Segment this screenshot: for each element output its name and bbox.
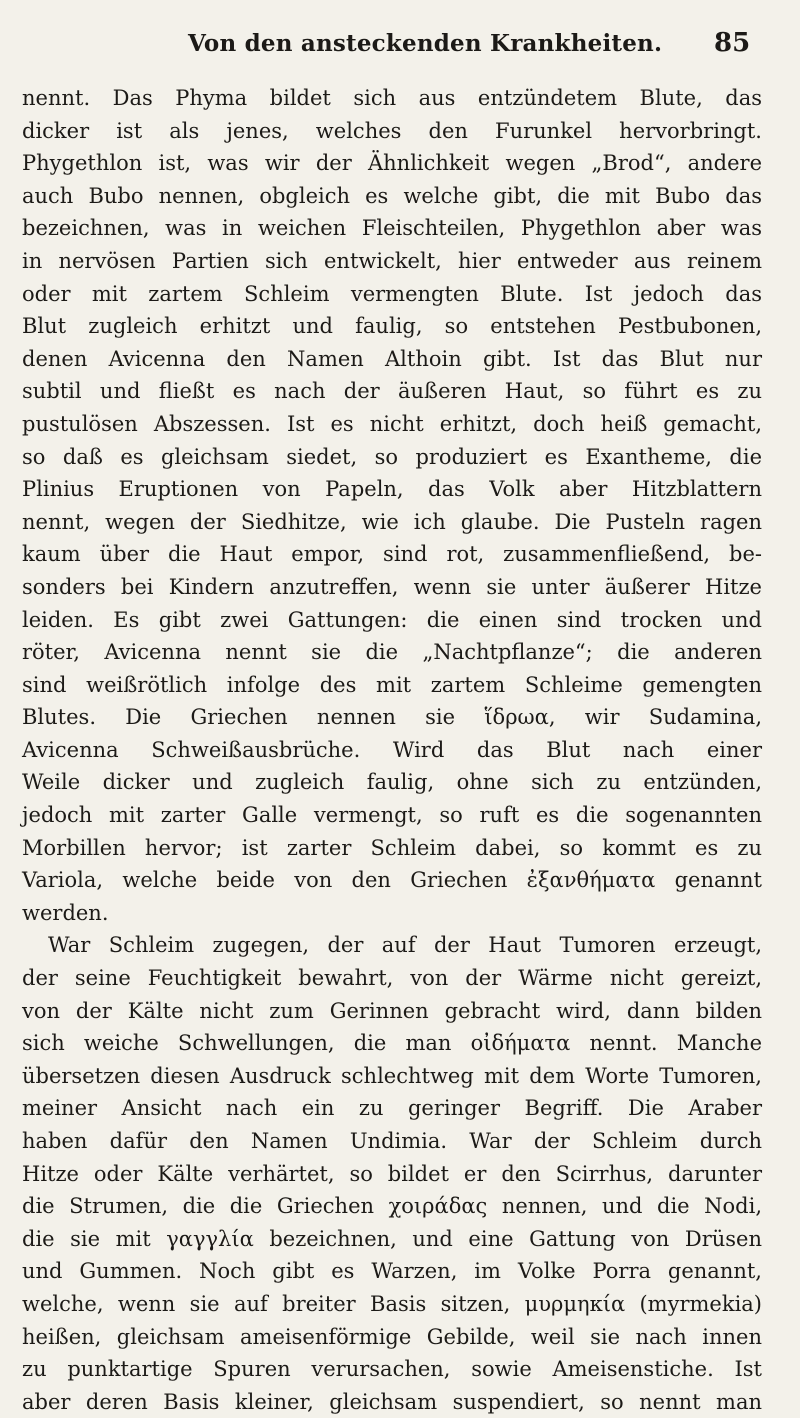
text-line: haben dafür den Namen Undimia. War der Schleim durch — [22, 1129, 762, 1153]
text-line: nennt, wegen der Siedhitze, wie ich glaube. Die Pusteln ragen — [22, 509, 762, 534]
body-text — [22, 82, 762, 1418]
text-line: meiner Ansicht nach ein zu geringer Begriff. Die Araber — [22, 1096, 762, 1121]
text-line: welche, wenn sie auf breiter Basis sitzen, μυρμηκία (myrmekia) — [22, 1291, 762, 1316]
text-line: die Strumen, die die Griechen χοιράδας nennen, und die Nodi, — [22, 1194, 762, 1219]
text-line: Weile dicker und zugleich faulig, ohne sich zu entzünden, — [22, 770, 762, 795]
text-line: Hitze oder Kälte verhärtet, so bildet er den Scirrhus, darunter — [22, 1161, 762, 1186]
text-line: Morbillen hervor; ist zarter Schleim dabei, so kommt es zu — [22, 835, 762, 860]
text-line: nennt. Das Phyma bildet sich aus entzündetem Blute, das — [22, 86, 762, 110]
text-line: Phygethlon ist, was wir der Ähnlichkeit wegen „Brod“, andere — [22, 151, 762, 176]
text-line: aber deren Basis kleiner, gleichsam suspendiert, so nennt man — [22, 1389, 762, 1414]
text-line: kaum über die Haut empor, sind rot, zusammenfließend, be- — [22, 542, 762, 567]
text-line: Variola, welche beide von den Griechen ἐξανθήματα genannt — [22, 868, 762, 893]
running-head — [0, 28, 800, 68]
text-line: sich weiche Schwellungen, die man οἰδήματα nennt. Manche — [22, 1031, 762, 1056]
text-line: so daß es gleichsam siedet, so produziert es Exantheme, die — [22, 444, 762, 469]
text-line: leiden. Es gibt zwei Gattungen: die einen sind trocken und — [22, 607, 762, 632]
text-line: die sie mit γαγγλία bezeichnen, und eine Gattung von Drüsen — [22, 1226, 762, 1251]
text-line: werden. — [22, 900, 109, 925]
text-line: sind weißrötlich infolge des mit zartem Schleime gemengten — [22, 672, 762, 697]
text-line: in nervösen Partien sich entwickelt, hier entweder aus reinem — [22, 248, 762, 273]
text-line: übersetzen diesen Ausdruck schlechtweg mit dem Worte Tumoren, — [22, 1063, 762, 1088]
text-line: dicker ist als jenes, welches den Furunkel hervorbringt. — [22, 118, 762, 143]
text-line: und Gummen. Noch gibt es Warzen, im Volke Porra genannt, — [22, 1259, 762, 1284]
text-line: pustulösen Abszessen. Ist es nicht erhitzt, doch heiß gemacht, — [22, 411, 762, 436]
text-line: röter, Avicenna nennt sie die „Nachtpflanze“; die anderen — [22, 640, 762, 665]
text-line: sonders bei Kindern anzutreffen, wenn sie unter äußerer Hitze — [22, 574, 762, 599]
page-number: 85 — [714, 28, 751, 58]
text-line: Plinius Eruptionen von Papeln, das Volk aber Hitzblattern — [22, 477, 762, 502]
text-line: jedoch mit zarter Galle vermengt, so ruft es die sogenannten — [22, 803, 762, 828]
text-line: bezeichnen, was in weichen Fleischteilen, Phygethlon aber was — [22, 216, 762, 241]
text-line: heißen, gleichsam ameisenförmige Gebilde, weil sie nach innen — [22, 1324, 762, 1349]
paragraph-start-line: War Schleim zugegen, der auf der Haut Tumoren erzeugt, — [48, 933, 762, 958]
text-line: der seine Feuchtigkeit bewahrt, von der Wärme nicht gereizt, — [22, 966, 762, 991]
text-line: oder mit zartem Schleim vermengten Blute. Ist jedoch das — [22, 281, 762, 306]
text-line: Blut zugleich erhitzt und faulig, so entstehen Pestbubonen, — [22, 314, 762, 339]
text-line: auch Bubo nennen, obgleich es welche gibt, die mit Bubo das — [22, 183, 762, 208]
text-line: subtil und fließt es nach der äußeren Haut, so führt es zu — [22, 379, 762, 404]
text-line: von der Kälte nicht zum Gerinnen gebracht wird, dann bilden — [22, 998, 762, 1023]
running-title: Von den ansteckenden Krankheiten. — [188, 30, 663, 57]
text-line: Avicenna Schweißausbrüche. Wird das Blut nach einer — [22, 737, 762, 762]
text-line: denen Avicenna den Namen Althoin gibt. Ist das Blut nur — [22, 346, 762, 371]
text-line: Blutes. Die Griechen nennen sie ἵδρωα, wir Sudamina, — [22, 705, 762, 730]
text-line: zu punktartige Spuren verursachen, sowie Ameisenstiche. Ist — [22, 1357, 762, 1382]
